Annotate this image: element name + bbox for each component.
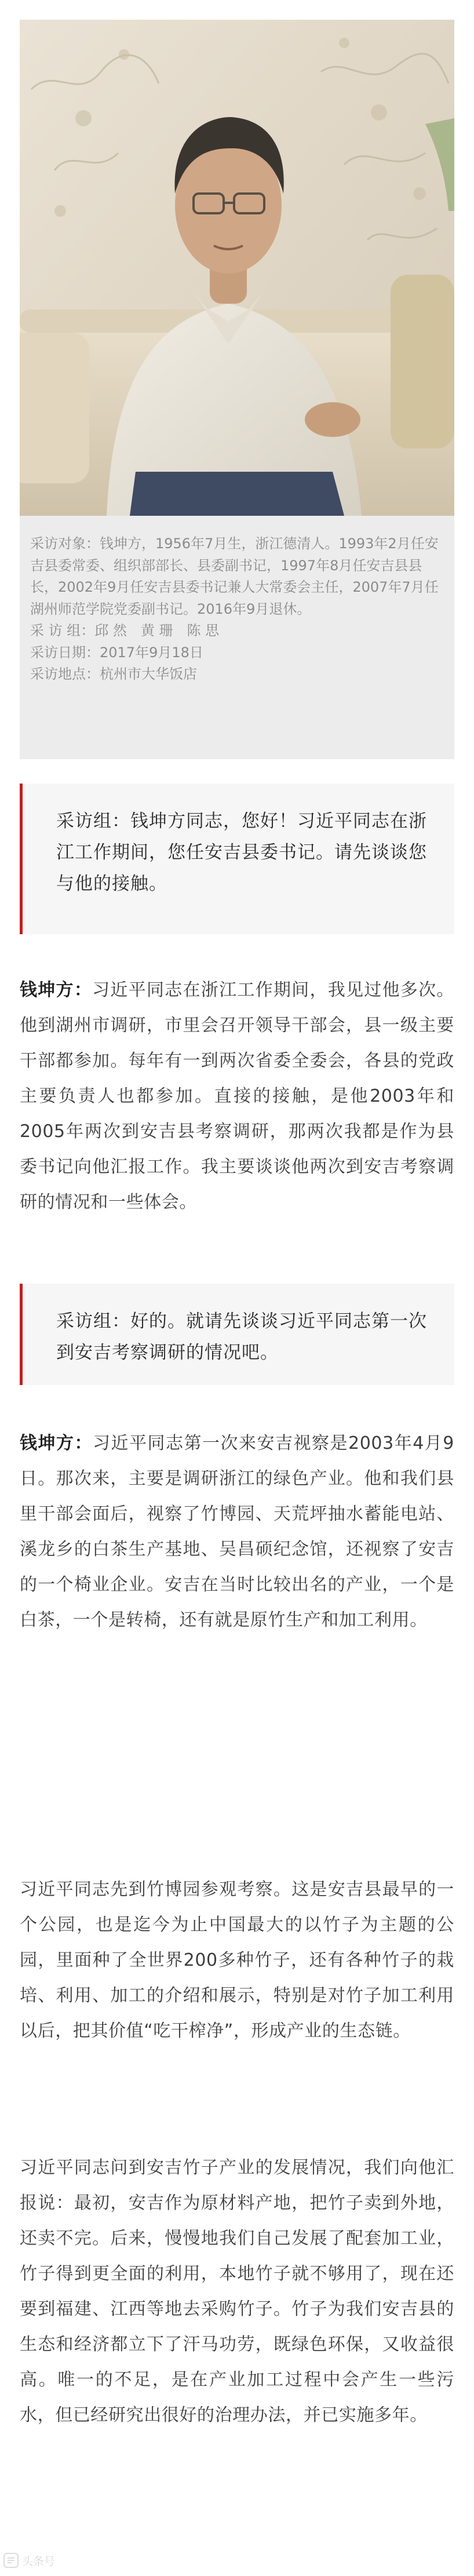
body-paragraph-4: 习近平同志问到安吉竹子产业的发展情况，我们向他汇报说：最初，安吉作为原材料产地，把竹子卖到外地，还卖不完。后来，慢慢地我们自己发展了配套加工业，竹子得到更全面的利用，本地竹子就不够用了，现在还要到福建、江西等地去采购竹子。竹子为我们安吉县的生态和经济都立下了汗马功劳，既绿色环保，又收益很高。唯一的不足，是在产业加工过程中会产生一些污水，但已经研究出很好的治理办法，并已实施多年。 — [20, 2158, 454, 2425]
interview-caption — [20, 516, 454, 759]
caption-subject — [30, 533, 444, 620]
answer-1-text: 习近平同志在浙江工作期间，我见过他多次。他到湖州市调研，市里会召开领导干部会，县一级主要干部都参加。每年有一到两次省委全委会，各县的党政主要负责人也都参加。直接的接触，是他2003年和2005年两次到安吉县考察调研，那两次我都是作为县委书记向他汇报工作。我主要谈谈他两次到安吉考察调研的情况和一些体会。 — [20, 980, 455, 1212]
interviewee-photo-image — [20, 20, 454, 516]
caption-team-label: 采 访 组： — [30, 622, 95, 639]
caption-place-label: 采访地点： — [30, 666, 100, 682]
answer-2-speaker: 钱坤方： — [20, 1433, 93, 1453]
caption-date — [30, 642, 444, 664]
answer-paragraph-2 — [20, 1426, 454, 1638]
watermark-text: 头条号 — [22, 2555, 56, 2568]
answer-2-text: 习近平同志第一次来安吉视察是2003年4月9日。那次来，主要是调研浙江的绿色产业。他和我们县里干部会面后，视察了竹博园、天荒坪抽水蓄能电站、溪龙乡的白茶生产基地、吴昌硕纪念馆，还视察了安吉的一个椅业企业。安吉在当时比较出名的产业，一个是白茶，一个是转椅，还有就是原竹生产和加工利用。 — [20, 1433, 454, 1630]
answer-paragraph-1 — [20, 972, 454, 1220]
caption-subject-text: 钱坤方，1956年7月生，浙江德清人。1993年2月任安吉县委常委、组织部部长、县委副书记，1997年8月任安吉县县长，2002年9月任安吉县委书记兼人大常委会主任，2007年7月任湖州师范学院党委副书记。2016年9月退休。 — [30, 535, 439, 617]
caption-place-text: 杭州市大华饭店 — [100, 666, 197, 682]
interviewee-photo — [20, 20, 454, 516]
caption-team-text: 邱 然 黄 珊 陈 思 — [94, 622, 220, 639]
toutiao-logo-icon — [3, 2553, 19, 2568]
watermark — [3, 2550, 55, 2571]
caption-place — [30, 664, 444, 686]
caption-date-label: 采访日期： — [30, 644, 100, 661]
caption-team — [30, 620, 444, 642]
caption-date-text: 2017年9月18日 — [100, 644, 203, 661]
question-box-2: 采访组：好的。就请先谈谈习近平同志第一次到安吉考察调研的情况吧。 — [20, 1284, 454, 1385]
answer-1-speaker: 钱坤方： — [20, 980, 93, 1000]
question-box-1: 采访组：钱坤方同志，您好！习近平同志在浙江工作期间，您任安吉县委书记。请先谈谈您与他的接触。 — [20, 784, 454, 934]
caption-subject-label: 采访对象： — [30, 535, 100, 552]
body-paragraph-3: 习近平同志先到竹博园参观考察。这是安吉县最早的一个公园，也是迄今为止中国最大的以竹子为主题的公园，里面种了全世界200多种竹子，还有各种竹子的栽培、利用、加工的介绍和展示，特别是对竹子加工利用以后，把其价值“吃干榨净”，形成产业的生态链。 — [20, 1879, 454, 2041]
